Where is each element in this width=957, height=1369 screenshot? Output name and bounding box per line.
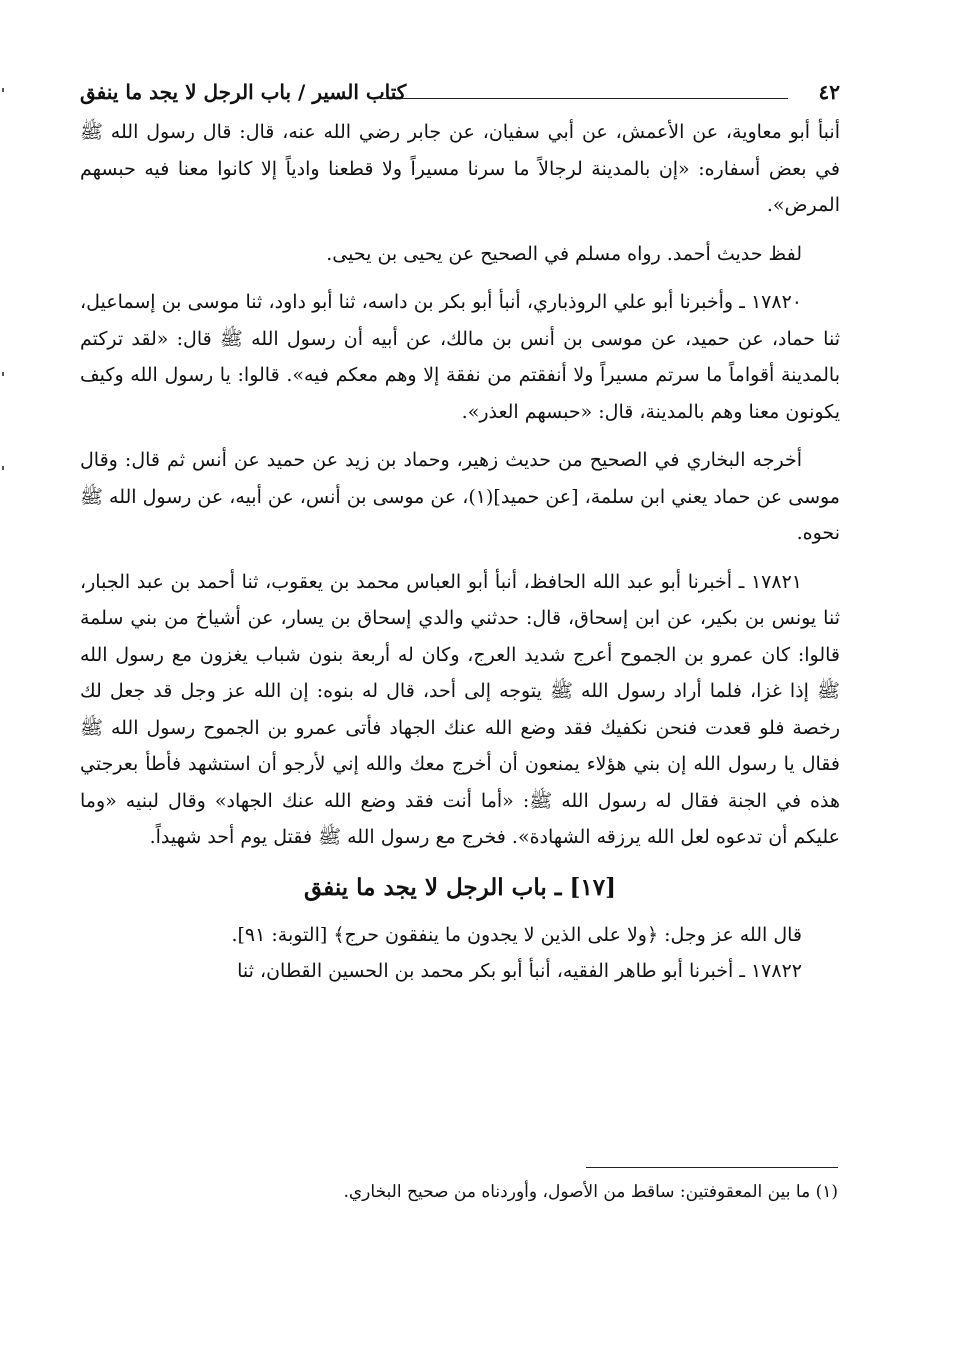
footnote: (١) ما بين المعقوفتين: ساقط من الأصول، وأوردناه من صحيح البخاري. <box>343 1182 838 1202</box>
book-page <box>80 80 840 990</box>
header-rule <box>380 98 788 99</box>
hadith-17820: ١٧٨٢٠ ـ وأخبرنا أبو علي الروذباري، أنبأ أبو بكر بن داسه، ثنا أبو داود، ثنا موسى بن إسماعيل، ثنا حماد، عن حميد، عن موسى بن أنس بن مالك، عن أبيه أن رسول الله ﷺ قال: «لقد تركتم بالمدينة أقواماً ما سرتم مسيراً ولا أنفقتم من نفقة إلا وهم معكم فيه». قالوا: يا رسول الله وكيف يكونون معنا وهم بالمدينة، قال: «حبسهم العذر». <box>80 291 840 423</box>
margin-mark <box>2 466 4 470</box>
quran-verse-paragraph: قال الله عز وجل: ﴿ولا على الذين لا يجدون ما ينفقون حرج﴾ [التوبة: ٩١]. <box>231 923 802 946</box>
margin-mark <box>2 88 4 92</box>
page-number: ٤٢ <box>818 80 840 104</box>
chapter-heading: [١٧] ـ باب الرجل لا يجد ما ينفق <box>304 873 616 901</box>
paragraph-takhrij: أخرجه البخاري في الصحيح من حديث زهير، وحماد بن زيد عن حميد عن أنس ثم قال: وقال موسى عن حماد يعني ابن سلمة، [عن حميد](١)، عن موسى بن أنس، عن أبيه، عن رسول الله ﷺ نحوه. <box>80 449 840 544</box>
margin-mark <box>2 372 4 376</box>
hadith-17821: ١٧٨٢١ ـ أخبرنا أبو عبد الله الحافظ، أنبأ أبو العباس محمد بن يعقوب، ثنا أحمد بن عبد الجبار، ثنا يونس بن بكير، عن ابن إسحاق، قال: حدثني والدي إسحاق بن يسار، عن أشياخ من بني سلمة قالوا: كان عمرو بن الجموح أعرج شديد العرج، وكان له أربعة بنون شباب يغزون مع رسول الله ﷺ إذا غزا، فلما أراد رسول الله ﷺ يتوجه إلى أحد، قال له بنوه: إن الله عز وجل قد جعل لك رخصة فلو قعدت فنحن نكفيك فقد وضع الله عنك الجهاد فأتى عمرو بن الجموح رسول الله ﷺ فقال يا رسول الله إن بني هؤلاء يمنعون أن أخرج معك والله إني لأرجو أن استشهد فأطأ بعرجتي هذه في الجنة فقال له رسول الله ﷺ: «أما أنت فقد وضع الله عنك الجهاد» وقال لبنيه «وما عليكم أن تدعوه لعل الله يرزقه الشهادة». فخرج مع رسول الله ﷺ فقتل يوم أحد شهيداً. <box>80 570 840 848</box>
hadith-17822: ١٧٨٢٢ ـ أخبرنا أبو طاهر الفقيه، أنبأ أبو بكر محمد بن الحسين القطان، ثنا <box>237 960 802 982</box>
running-title: كتاب السير / باب الرجل لا يجد ما ينفق <box>80 80 407 104</box>
page-header <box>80 80 840 114</box>
footnote-rule <box>586 1167 838 1168</box>
paragraph-2: لفظ حديث أحمد. رواه مسلم في الصحيح عن يحيى بن يحيى. <box>326 242 802 265</box>
paragraph-1: أنبأ أبو معاوية، عن الأعمش، عن أبي سفيان، عن جابر رضي الله عنه، قال: قال رسول الله ﷺ في بعض أسفاره: «إن بالمدينة لرجالاً ما سرنا مسيراً ولا قطعنا وادياً إلا كانوا معنا فيه حبسهم المرض». <box>80 121 840 216</box>
